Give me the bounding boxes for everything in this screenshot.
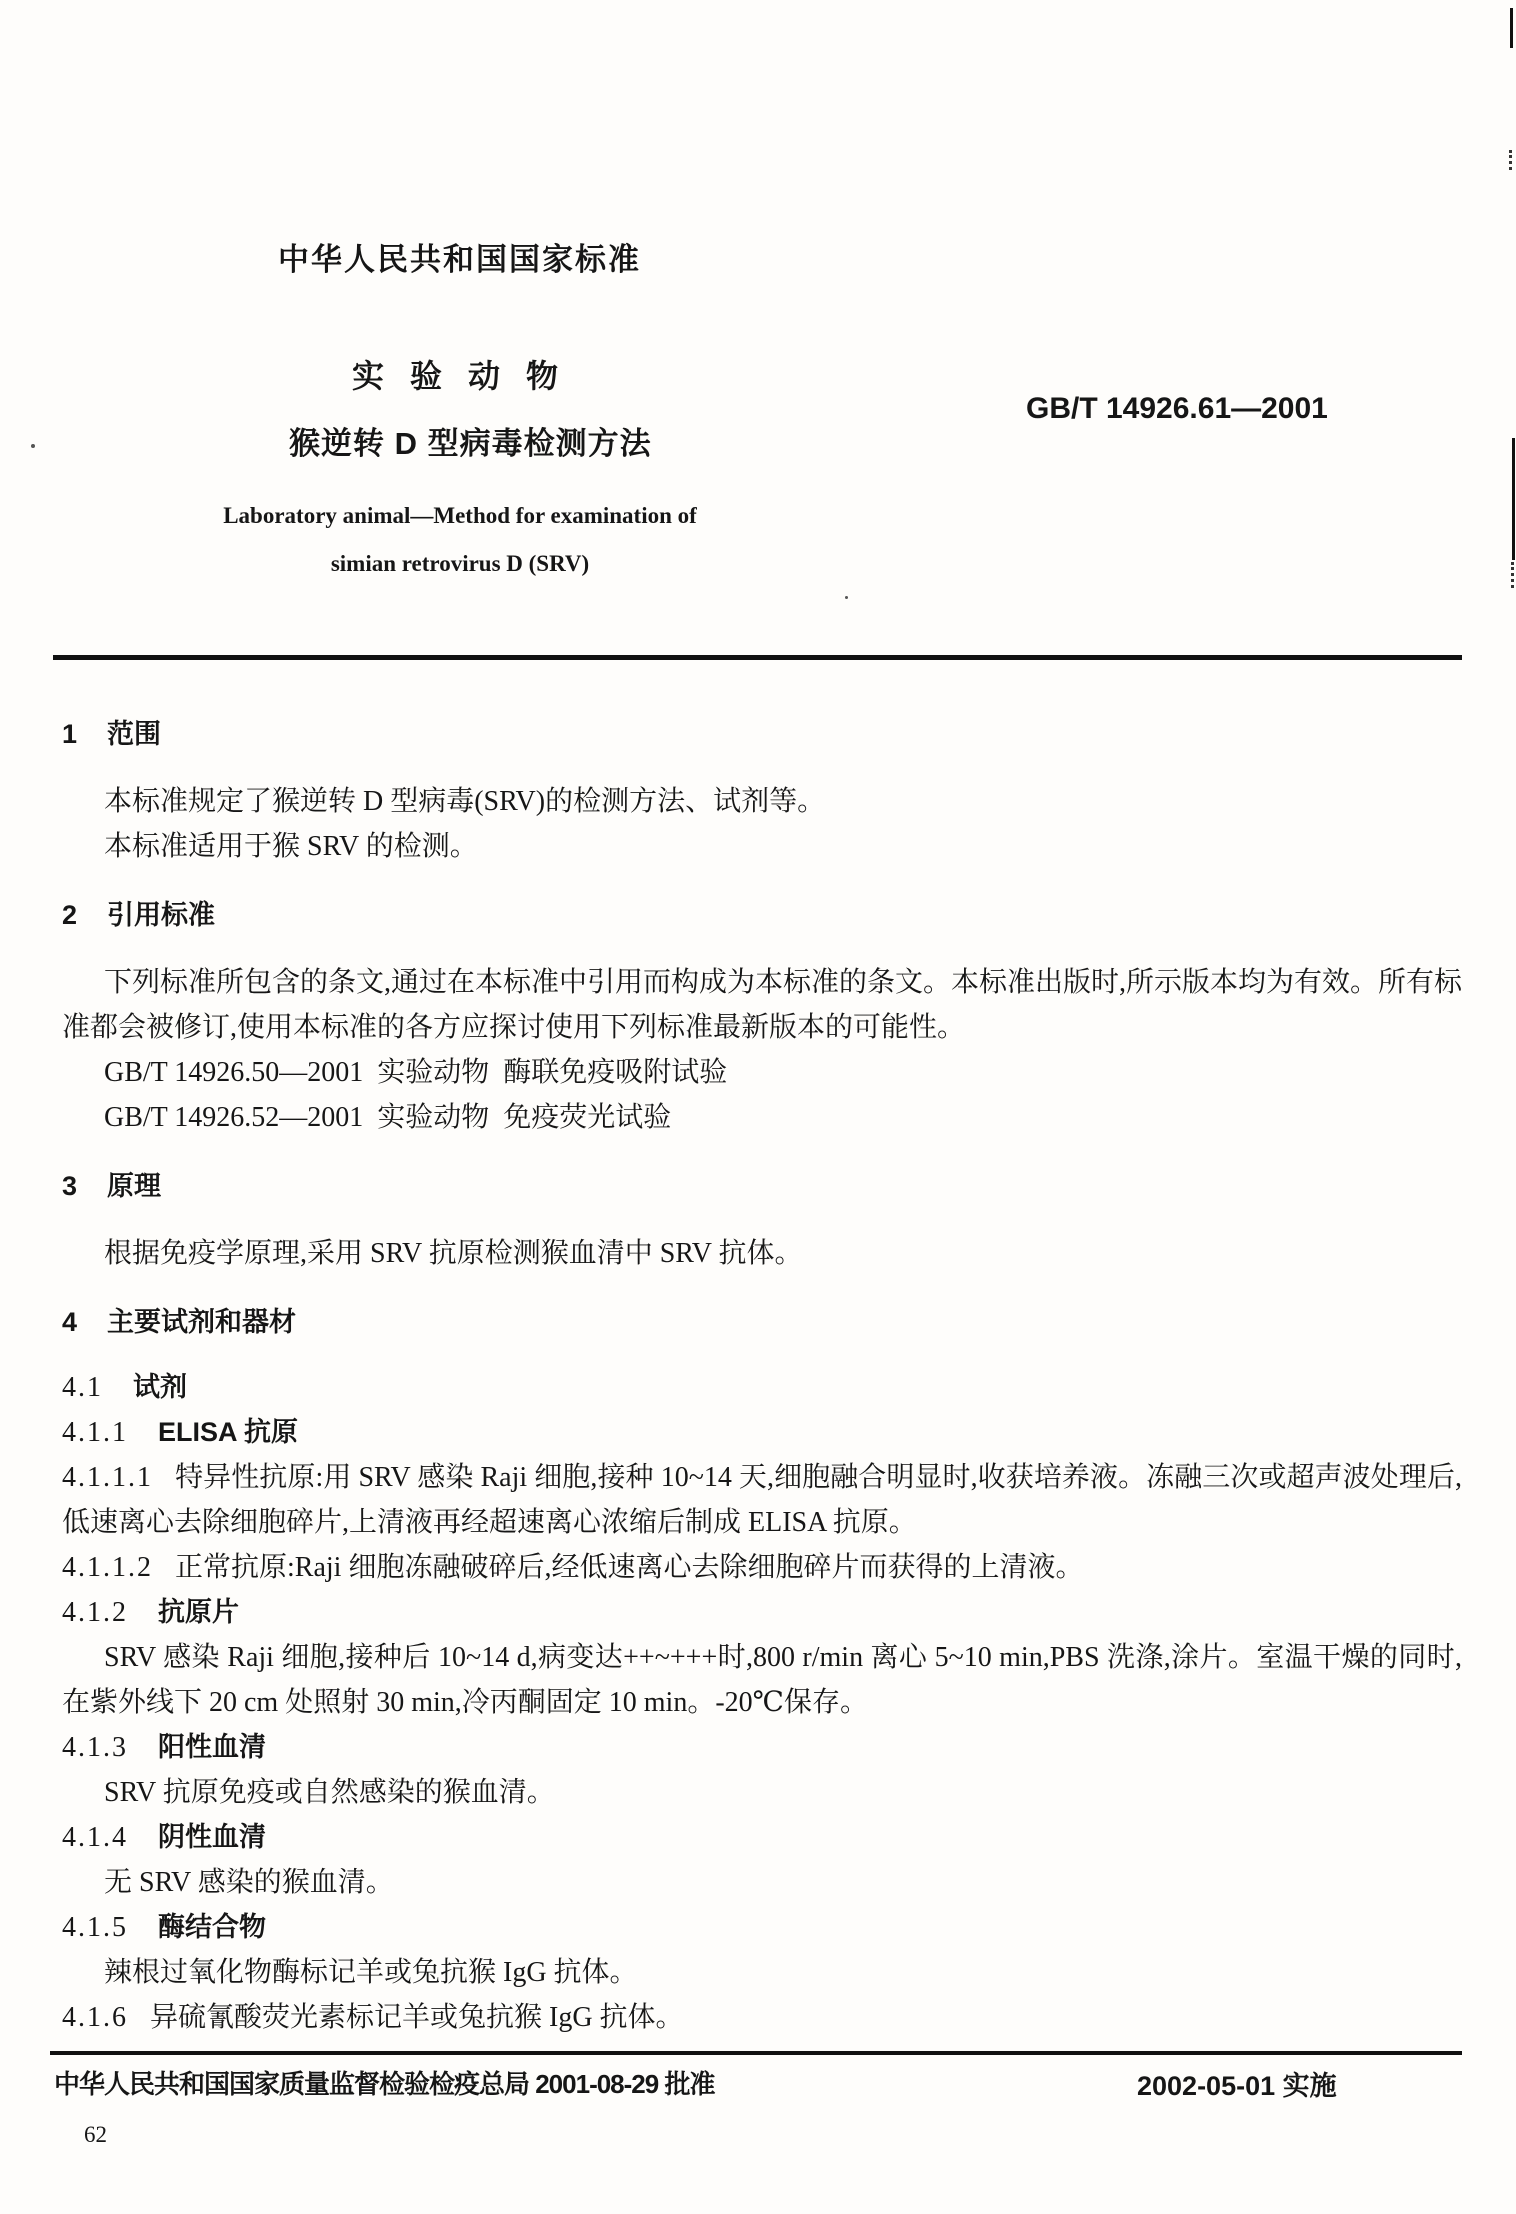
clause-number: 4.1.1.1 [62,1462,153,1493]
reference-entry-2: GB/T 14926.52—2001 实验动物 免疫荧光试验 [104,1102,672,1133]
clause-number: 4.1.4 [62,1822,128,1853]
section-title: 原理 [107,1171,162,1201]
clause-number: 4.1.1.2 [62,1552,153,1583]
title-chinese-line1: 实验动物 [352,358,585,394]
clause-title: 阳性血清 [158,1732,266,1762]
section-number: 1 [62,719,78,749]
clause-4-1-1-2-paragraph [62,1545,1462,1590]
clause-number: 4.1.2 [62,1597,128,1628]
section-title: 范围 [107,719,162,749]
section-3-heading [62,1164,1462,1209]
title-english-line2: simian retrovirus D (SRV) [330,551,590,576]
clause-4-1-1-1-paragraph [62,1455,1462,1545]
clause-text: 特异性抗原:用 SRV 感染 Raji 细胞,接种 10~14 天,细胞融合明显时,收获培养液。冻融三次或超声波处理后,低速离心去除细胞碎片,上清液再经超速离心浓缩后制成 ELISA 抗原。 [62,1462,1462,1538]
title-english [160,492,760,588]
clause-4-1-5-heading [62,1905,1462,1950]
scan-edge-dots [1509,150,1512,170]
scan-speck [845,596,848,599]
clause-text: 正常抗原:Raji 细胞冻融破碎后,经低速离心去除细胞碎片而获得的上清液。 [175,1552,1084,1583]
section-1-paragraph-1: 本标准规定了猴逆转 D 型病毒(SRV)的检测方法、试剂等。 [104,786,826,817]
section-title: 引用标准 [107,900,216,930]
clause-title: ELISA 抗原 [158,1417,299,1447]
document-body [62,700,1462,2040]
section-4-heading [62,1300,1462,1345]
footer-divider-rule [50,2051,1462,2055]
clause-4-1-4-paragraph: 无 SRV 感染的猴血清。 [104,1867,394,1898]
section-1-heading [62,712,1462,757]
section-number: 3 [62,1171,78,1201]
standard-code: GB/T 14926.61—2001 [1026,392,1328,425]
clause-text: 异硫氰酸荧光素标记羊或兔抗猴 IgG 抗体。 [150,2002,684,2033]
clause-title: 抗原片 [158,1597,239,1627]
section-3-paragraph-1: 根据免疫学原理,采用 SRV 抗原检测猴血清中 SRV 抗体。 [104,1238,803,1269]
clause-4-1-1-heading [62,1410,1462,1455]
clause-number: 4.1.6 [62,2002,128,2033]
clause-number: 4.1.1 [62,1417,128,1448]
scan-edge-mark [1510,8,1513,48]
scan-edge-mark [1512,438,1515,560]
clause-number: 4.1.3 [62,1732,128,1763]
footer-approval-text: 中华人民共和国国家质量监督检验检疫总局 2001-08-29 批准 [54,2069,715,2099]
clause-title: 酶结合物 [158,1912,266,1942]
section-title: 主要试剂和器材 [107,1307,297,1337]
scan-speck [31,444,35,448]
section-2-paragraph-1: 下列标准所包含的条文,通过在本标准中引用而构成为本标准的条文。本标准出版时,所示版本均为有效。所有标准都会被修订,使用本标准的各方应探讨使用下列标准最新版本的可能性。 [62,967,1463,1043]
header-divider-rule [53,655,1462,660]
scan-edge-dots [1511,562,1514,588]
clause-4-1-heading [62,1365,1462,1410]
reference-entry-1: GB/T 14926.50—2001 实验动物 酶联免疫吸附试验 [104,1057,728,1088]
standard-type-label: 中华人民共和国国家标准 [278,242,641,277]
footer-implementation-text: 2002-05-01 实施 [1137,2071,1337,2101]
clause-4-1-3-heading [62,1725,1462,1770]
clause-title: 试剂 [133,1372,187,1402]
section-number: 2 [62,900,78,930]
title-english-line1: Laboratory animal—Method for examination of [223,503,697,528]
clause-4-1-3-paragraph: SRV 抗原免疫或自然感染的猴血清。 [104,1777,555,1808]
clause-4-1-6-paragraph [62,1995,1462,2040]
page-number: 62 [84,2122,107,2147]
clause-4-1-5-paragraph: 辣根过氧化物酶标记羊或兔抗猴 IgG 抗体。 [104,1957,638,1988]
clause-number: 4.1 [62,1372,103,1403]
clause-4-1-2-paragraph: SRV 感染 Raji 细胞,接种后 10~14 d,病变达++~+++时,800 r/min 离心 5~10 min,PBS 洗涤,涂片。室温干燥的同时,在紫外线下 20 cm 处照射 30 min,冷丙酮固定 10 min。-20℃保存。 [62,1642,1462,1718]
section-1-paragraph-2: 本标准适用于猴 SRV 的检测。 [104,831,478,862]
title-chinese-line2: 猴逆转 D 型病毒检测方法 [289,426,652,461]
section-number: 4 [62,1307,78,1337]
clause-4-1-2-heading [62,1590,1462,1635]
clause-number: 4.1.5 [62,1912,128,1943]
clause-4-1-4-heading [62,1815,1462,1860]
section-2-heading [62,893,1462,938]
clause-title: 阴性血清 [158,1822,266,1852]
